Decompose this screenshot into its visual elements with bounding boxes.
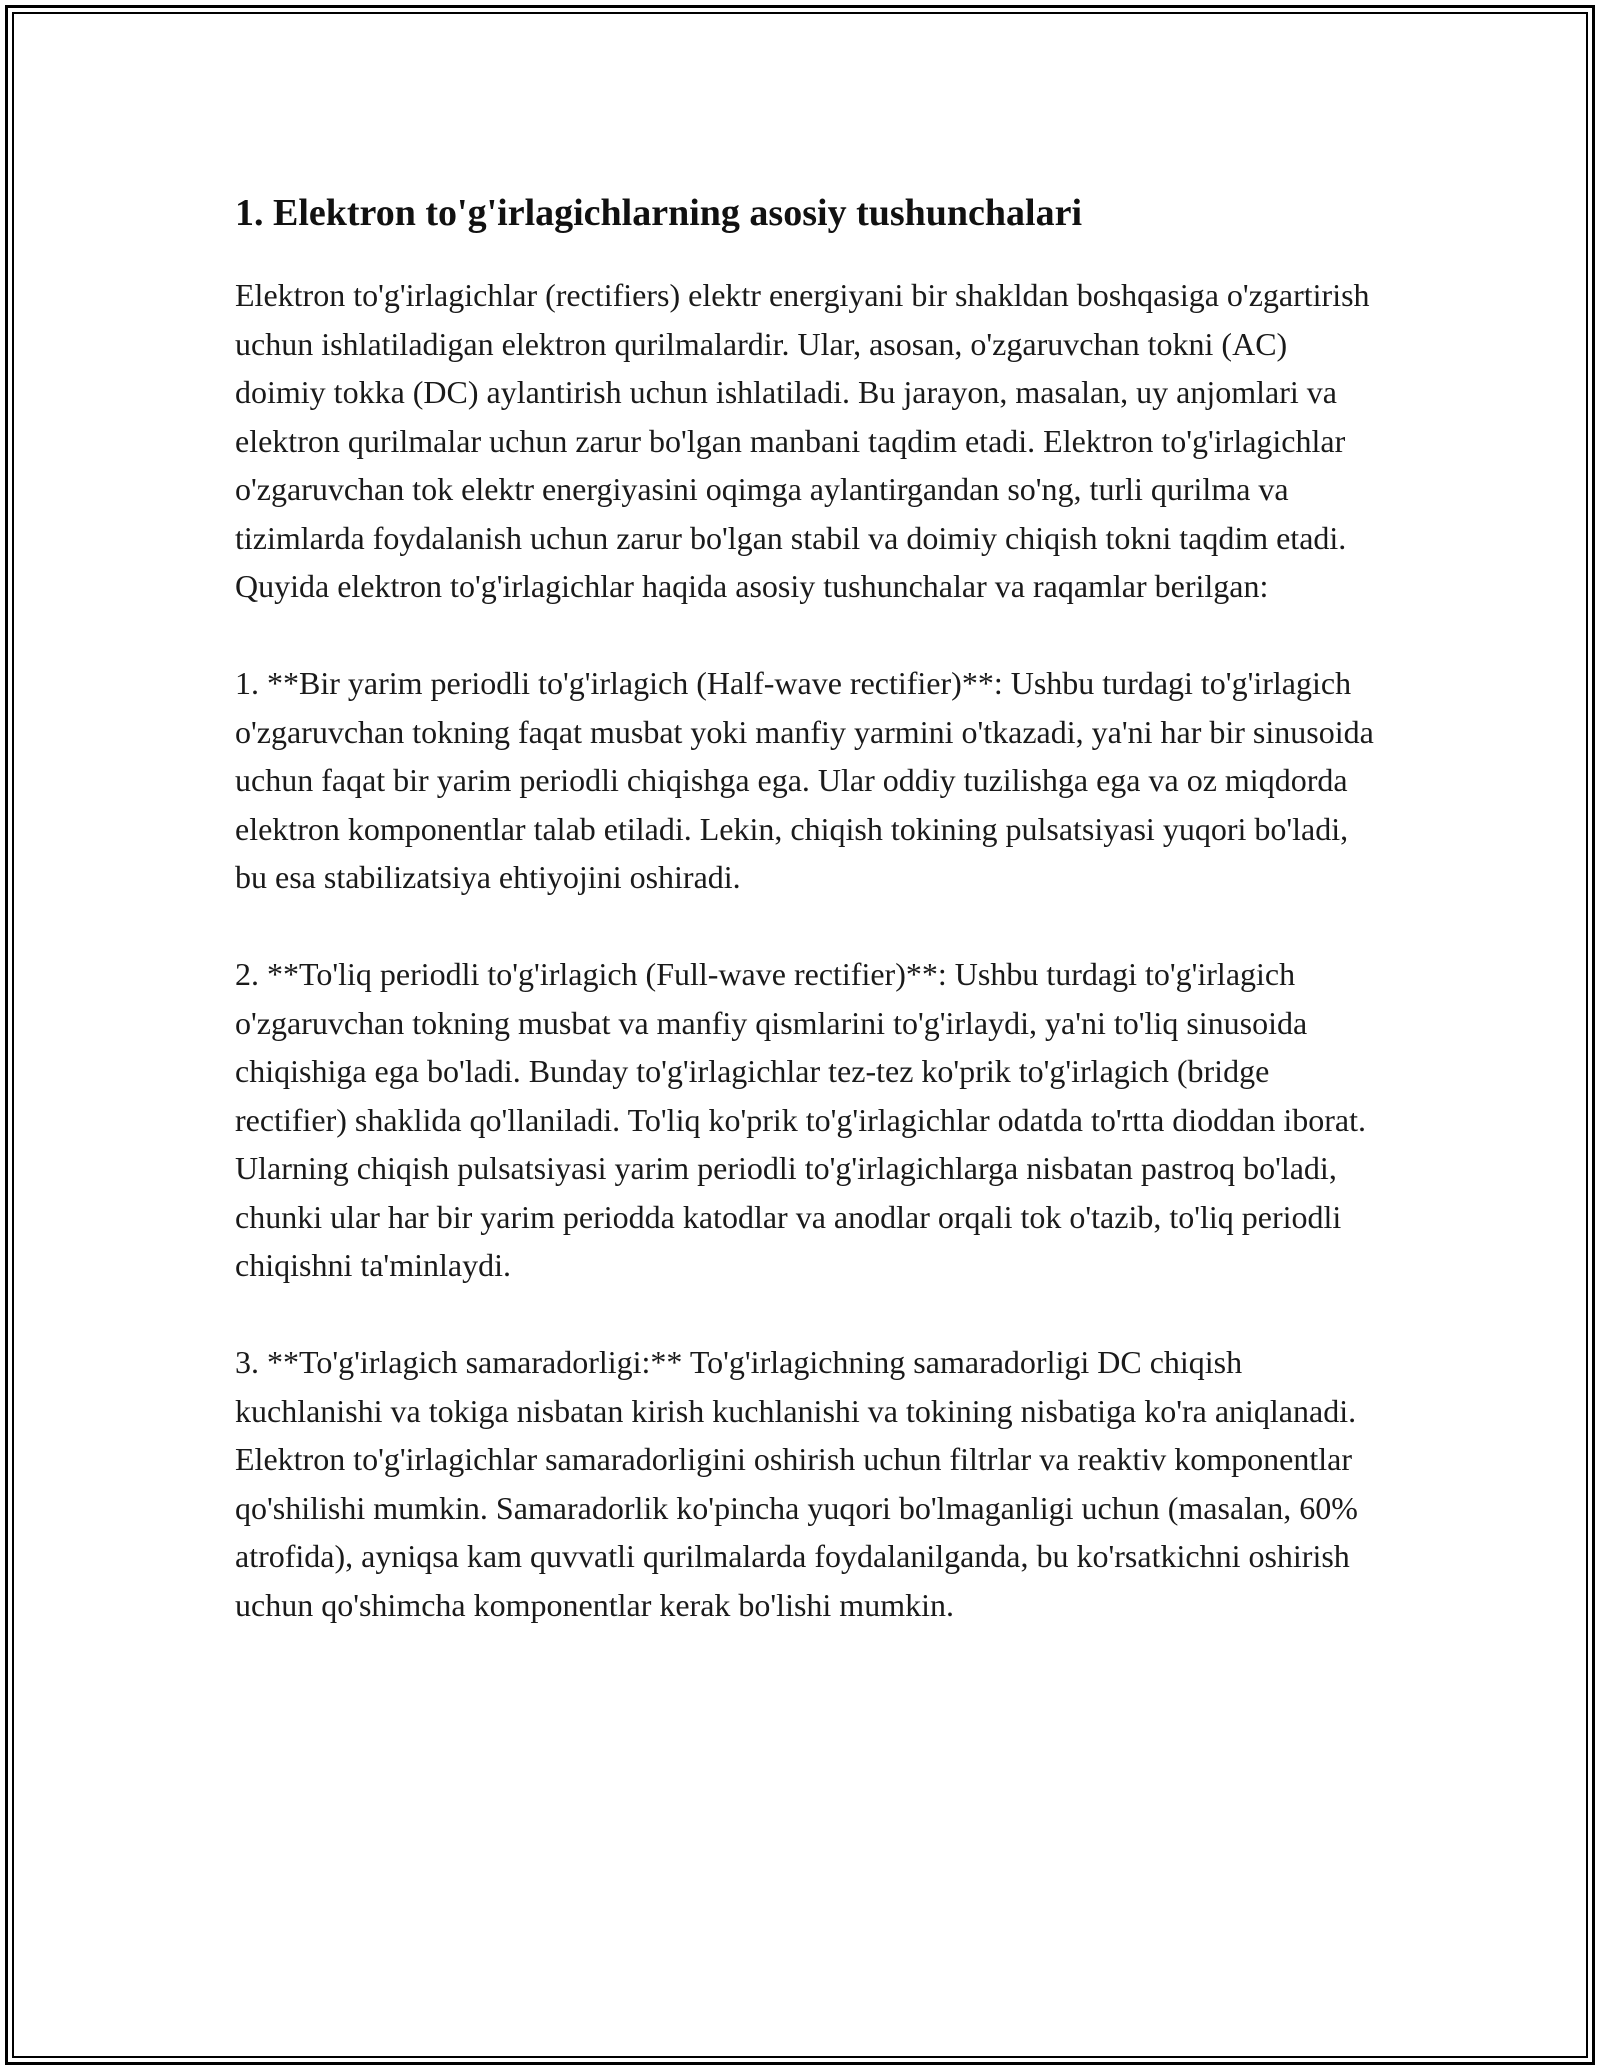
intro-paragraph: Elektron to'g'irlagichlar (rectifiers) elektr energiyani bir shakldan boshqasiga o'zgartirish uchun ishlatiladigan elektron qurilmalardir. Ular, asosan, o'zgaruvchan tokni (AC) doimiy tokka (DC) aylantirish uchun ishlatiladi. Bu jarayon, masalan, uy anjomlari va elektron qurilmalar uchun zarur bo'lgan manbani taqdim etadi. Elektron to'g'irlagichlar o'zgaruvchan tok elektr energiyasini oqimga aylantirgandan so'ng, turli qurilma va tizimlarda foydalanish uchun zarur bo'lgan stabil va doimiy chiqish tokni taqdim etadi. Quyida elektron to'g'irlagichlar haqida asosiy tushunchalar va raqamlar berilgan: (235, 277, 1370, 604)
full-wave-paragraph: 2. **To'liq periodli to'g'irlagich (Full-wave rectifier)**: Ushbu turdagi to'g'irlagich o'zgaruvchan tokning musbat va manfiy qismlarini to'g'irlaydi, ya'ni to'liq sinusoida chiqishiga ega bo'ladi. Bunday to'g'irlagichlar tez-tez ko'prik to'g'irlagich (bridge rectifier) shaklida qo'llaniladi. To'liq ko'prik to'g'irlagichlar odatda to'rtta dioddan iborat. Ularning chiqish pulsatsiyasi yarim periodli to'g'irlagichlarga nisbatan pastroq bo'ladi, chunki ular har bir yarim periodda katodlar va anodlar orqali tok o'tazib, to'liq periodli chiqishni ta'minlaydi. (235, 956, 1366, 1283)
section-heading: 1. Elektron to'g'irlagichlarning asosiy tushunchalari (235, 192, 1083, 234)
efficiency-paragraph: 3. **To'g'irlagich samaradorligi:** To'g'irlagichning samaradorligi DC chiqish kuchlanishi va tokiga nisbatan kirish kuchlanishi va tokining nisbatiga ko'ra aniqlanadi. Elektron to'g'irlagichlar samaradorligini oshirish uchun filtrlar va reaktiv komponentlar qo'shilishi mumkin. Samaradorlik ko'pincha yuqori bo'lmaganligi uchun (masalan, 60% atrofida), ayniqsa kam quvvatli qurilmalarda foydalanilganda, bu ko'rsatkichni oshirish uchun qo'shimcha komponentlar kerak bo'lishi mumkin. (235, 1344, 1358, 1623)
document-body (235, 185, 1375, 1678)
half-wave-paragraph: 1. **Bir yarim periodli to'g'irlagich (Half-wave rectifier)**: Ushbu turdagi to'g'irlagich o'zgaruvchan tokning faqat musbat yoki manfiy yarmini o'tkazadi, ya'ni har bir sinusoida uchun faqat bir yarim periodli chiqishga ega. Ular oddiy tuzilishga ega va oz miqdorda elektron komponentlar talab etiladi. Lekin, chiqish tokining pulsatsiyasi yuqori bo'ladi, bu esa stabilizatsiya ehtiyojini oshiradi. (235, 665, 1374, 895)
